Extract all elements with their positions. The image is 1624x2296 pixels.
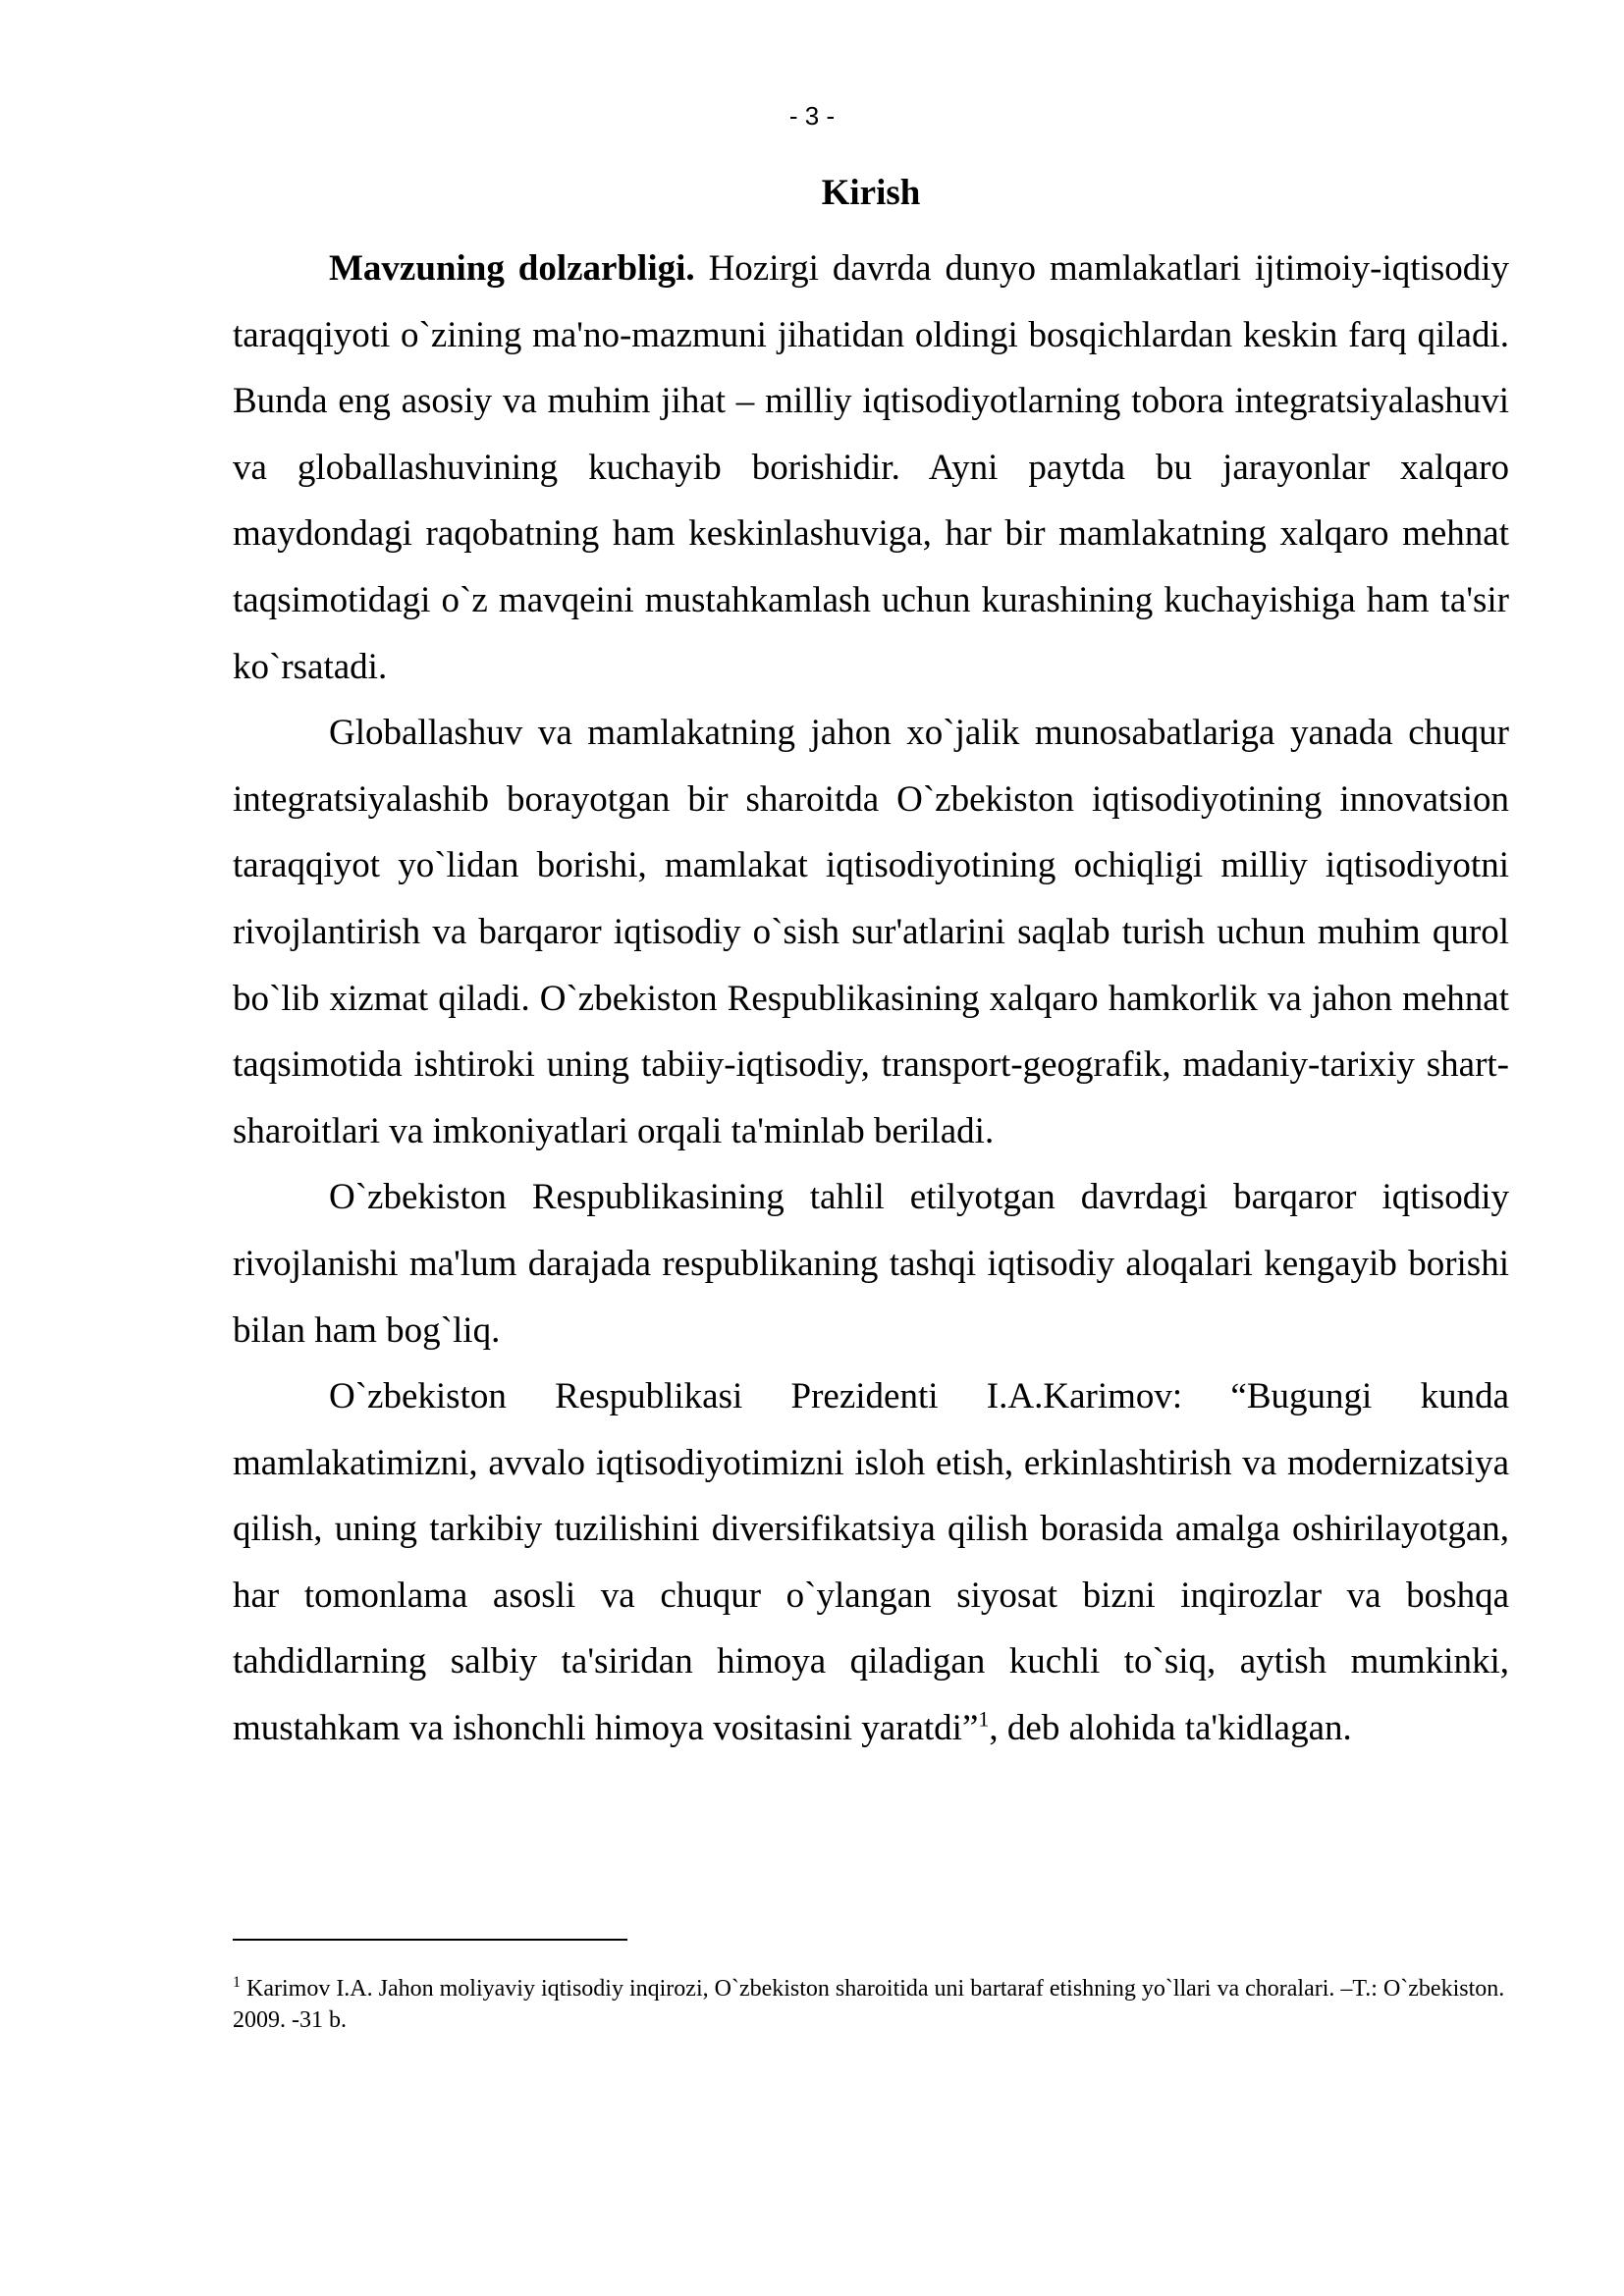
quote-text: O`zbekiston Respublikasi Prezidenti I.A.Karimov: “Bugungi kunda mamlakatimizni, avvalo iqtisodiyotimizni isloh etish, erkinlashtirish va modernizatsiya qilish, uning tarkibiy tuzilishini diversifikatsiya qilish borasida amalga oshirilayotgan, har tomonlama asosli va chuqur o`ylangan siyosat bizni inqirozlar va boshqa tahdidlarning salbiy ta'siridan himoya qiladigan kuchli to`siq, aytish mumkinki, mustahkam va ishonchli himoya vositasini yaratdi” xyxy=(233,1376,1509,1749)
footnote-separator xyxy=(233,1939,627,1941)
footnote-marker: 1 xyxy=(233,1974,241,1991)
paragraph-relevance xyxy=(233,236,1509,700)
page-number: - 3 - xyxy=(788,101,836,131)
footnote-reference: 1 xyxy=(978,1706,990,1732)
footnote-text: Karimov I.A. Jahon moliyaviy iqtisodiy inqirozi, O`zbekiston sharoitida uni bartaraf etishning yo`llari va choralari. –T.: O`zbekiston. 2009. -31 b. xyxy=(233,1976,1505,2033)
paragraph-relevance-text: Hozirgi davrda dunyo mamlakatlari ijtimoiy-iqtisodiy taraqqiyoti o`zining ma'no-mazmuni jihatidan oldingi bosqichlardan keskin farq qiladi. Bunda eng asosiy va muhim jihat – milliy iqtisodiyotlarning tobora integratsiyalashuvi va globallashuvining kuchayib borishidir. Ayni paytda bu jarayonlar xalqaro maydondagi raqobatning ham keskinlashuviga, har bir mamlakatning xalqaro mehnat taqsimotidagi o`z mavqeini mustahkamlash uchun kurashining kuchayishiga ham ta'sir ko`rsatadi. xyxy=(233,248,1509,687)
paragraph-lead-relevance: Mavzuning dolzarbligi. xyxy=(329,248,695,289)
main-text xyxy=(233,236,1509,1762)
paragraph-globalization: Globallashuv va mamlakatning jahon xo`jalik munosabatlariga yanada chuqur integratsiyalashib borayotgan bir sharoitda O`zbekiston iqtisodiyotining innovatsion taraqqiyot yo`lidan borishi, mamlakat iqtisodiyotining ochiqligi milliy iqtisodiyotni rivojlantirish va barqaror iqtisodiy o`sish sur'atlarini saqlab turish uchun muhim qurol bo`lib xizmat qiladi. O`zbekiston Respublikasining xalqaro hamkorlik va jahon mehnat taqsimotida ishtiroki uning tabiiy-iqtisodiy, transport-geografik, madaniy-tarixiy shart-sharoitlari va imkoniyatlari orqali ta'minlab beriladi. xyxy=(233,713,1509,1151)
quote-attribution: , deb alohida ta'kidlagan. xyxy=(989,1708,1352,1749)
paragraph-economic-development: O`zbekiston Respublikasining tahlil etilyotgan davrdagi barqaror iqtisodiy rivojlanishi ma'lum darajada respublikaning tashqi iqtisodiy aloqalari kengayib borishi bilan ham bog`liq. xyxy=(233,1177,1509,1351)
section-title: Kirish xyxy=(821,173,921,213)
footnote xyxy=(233,1973,1529,2036)
paragraph-president-quote xyxy=(233,1363,1509,1762)
